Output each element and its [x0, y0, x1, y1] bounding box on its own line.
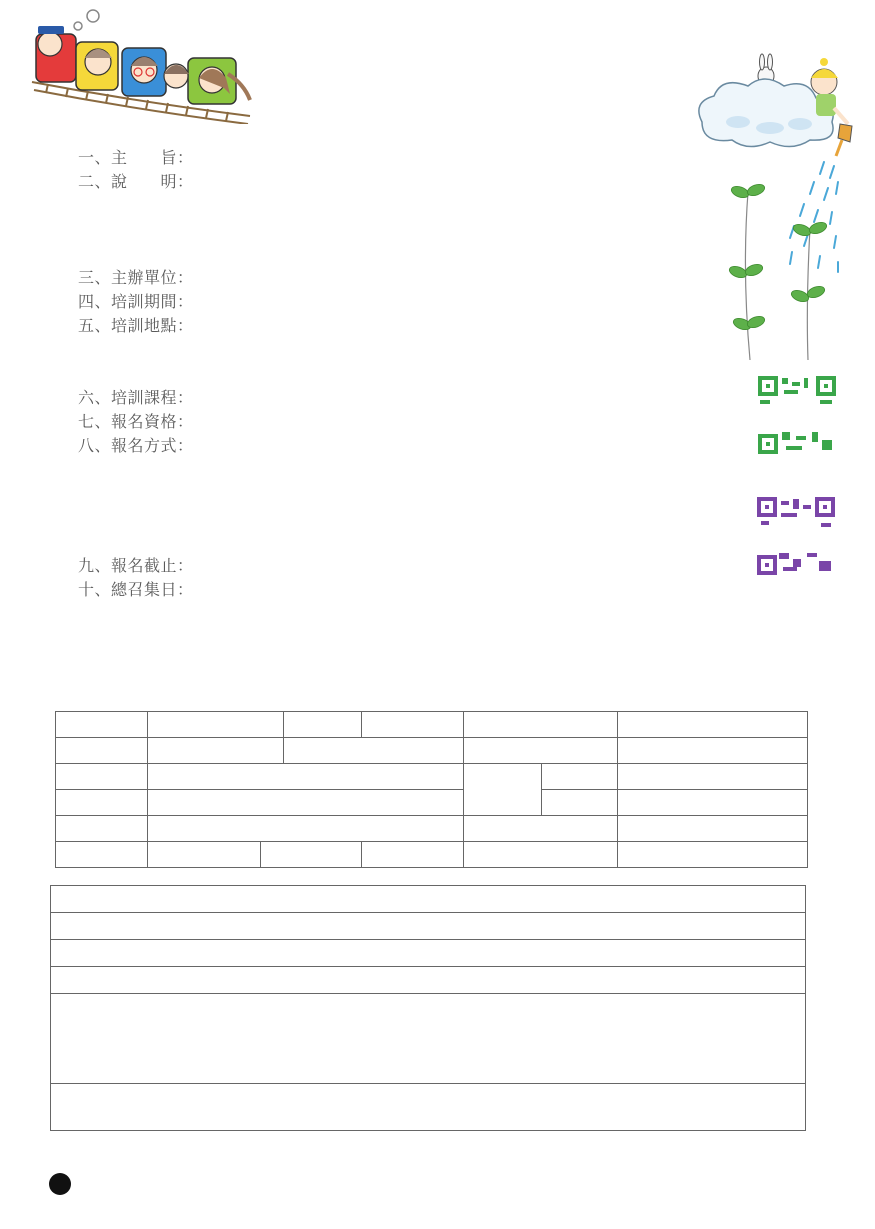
- section-assembly-date-label: 十、總召集日：: [78, 580, 194, 599]
- registration-table-frame: [55, 711, 808, 868]
- section-eligibility-label: 七、報名資格：: [78, 412, 194, 431]
- section-training-location-label: 五、培訓地點：: [78, 316, 194, 335]
- cartoon-train-illustration: [28, 4, 260, 124]
- cloud-and-girl-watering-illustration: [692, 52, 858, 162]
- section-training-period-label: 四、培訓期間：: [78, 292, 194, 311]
- section-organizer-label: 三、主辦單位：: [78, 268, 194, 287]
- section-description-label: 二、說 明：: [78, 172, 194, 191]
- section-purpose-label: 一、主 旨：: [78, 148, 194, 167]
- qr-code-green[interactable]: [758, 376, 836, 454]
- section-registration-method-label: 八、報名方式：: [78, 436, 194, 455]
- section-registration-deadline-label: 九、報名截止：: [78, 556, 194, 575]
- section-training-course-label: 六、培訓課程：: [78, 388, 194, 407]
- qr-code-purple[interactable]: [757, 497, 835, 575]
- notes-table-frame: [50, 885, 806, 1131]
- sprouting-plants-illustration: [720, 152, 850, 364]
- page-marker-dot: [49, 1173, 71, 1195]
